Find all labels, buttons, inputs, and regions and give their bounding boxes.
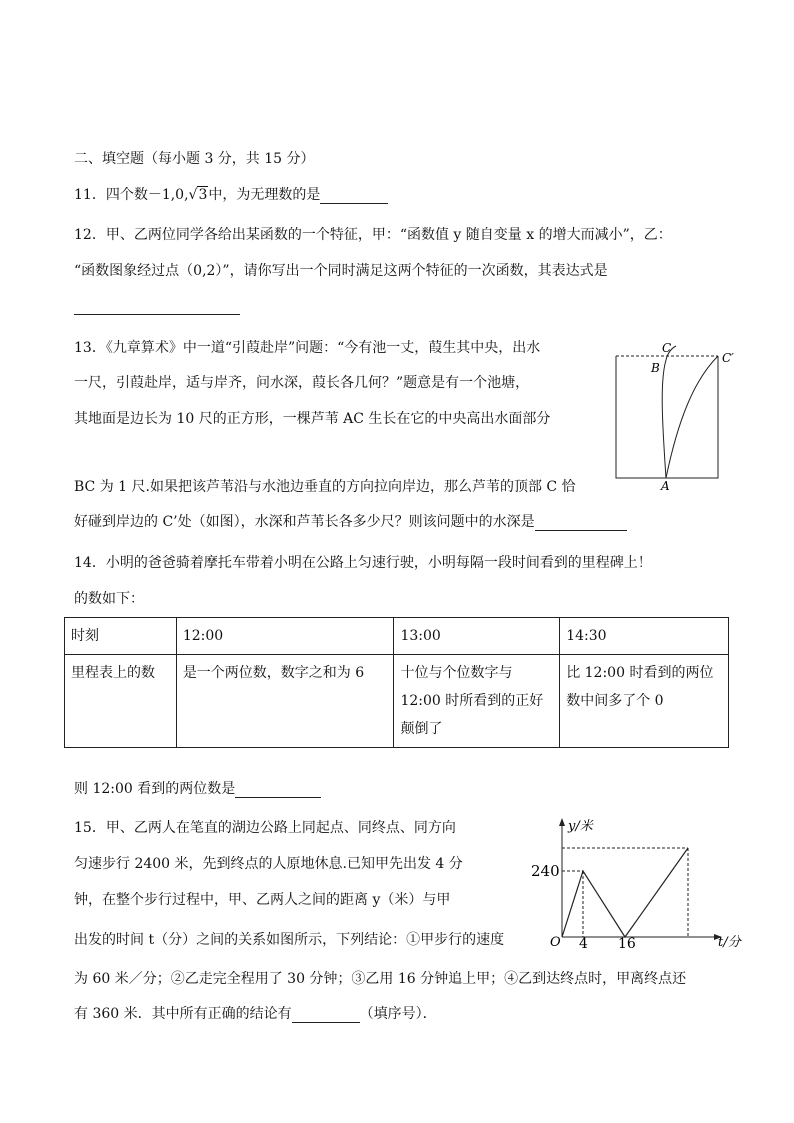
table-cell: 十位与个位数字与 12:00 时所看到的正好颠倒了	[394, 655, 560, 748]
y-axis-arrow	[559, 818, 565, 826]
q14-answer-line	[74, 778, 321, 798]
table-cell: 比 12:00 时看到的两位数中间多了个 0	[560, 655, 729, 748]
q12-line-2: “函数图象经过点（0,2）”，请你写出一个同时满足这两个特征的一次函数，其表达式是	[74, 263, 608, 279]
q11-answer-blank[interactable]	[320, 187, 388, 204]
q15-line-5: 为 60 米／分；②乙走完全程用了 30 分钟；③乙用 16 分钟追上甲；④乙到达终点时，甲离终点还	[74, 971, 687, 987]
label-c-prime: C′	[722, 351, 734, 365]
q15-line-3: 钟，在整个步行过程中，甲、乙两人之间的距离 y（米）与甲	[74, 892, 451, 908]
section-title: 二、填空题（每小题 3 分，共 15 分）	[74, 151, 315, 167]
origin-label: O	[550, 935, 561, 950]
q12-line-1: 12．甲、乙两位同学各给出某函数的一个特征，甲：“函数值 y 随自变量 x 的增大而减小”，乙：	[74, 227, 672, 243]
q14-line-2: 的数如下：	[74, 591, 144, 607]
q13-line-5	[74, 511, 627, 531]
distance-time-graph	[528, 812, 768, 952]
sqrt-expression: √3	[188, 187, 208, 203]
q14-answer-blank[interactable]	[235, 781, 321, 798]
q13-line-1: 13．《九章算术》中一道“引葭赴岸”问题：“今有池一丈，葭生其中央，出水	[74, 340, 541, 356]
reed-original	[662, 346, 676, 478]
q15-line-1: 15．甲、乙两人在笔直的湖边公路上同起点、同终点、同方向	[74, 820, 456, 836]
table-cell: 是一个两位数，数字之和为 6	[176, 655, 394, 748]
label-a: A	[661, 479, 670, 490]
q15-line-2: 匀速步行 2400 米，先到终点的人原地休息.已知甲先出发 4 分	[74, 856, 463, 872]
question-11	[74, 184, 388, 204]
q13-answer-blank[interactable]	[535, 514, 627, 531]
reed-pulled	[666, 356, 718, 478]
y-axis-label: y/米	[568, 819, 593, 834]
q15-line-6	[74, 1003, 437, 1023]
table-row	[65, 655, 729, 748]
table-header-row	[65, 618, 729, 655]
q15-line-6-text: 有 360 米．其中所有正确的结论有	[74, 1006, 292, 1022]
table-header-cell: 13:00	[394, 618, 560, 655]
table-header-cell: 12:00	[176, 618, 394, 655]
table-header-cell: 时刻	[65, 618, 177, 655]
label-b: B	[651, 361, 660, 375]
q13-line-2: 一尺，引葭赴岸，适与岸齐，问水深，葭长各几何？”题意是有一个池塘，	[74, 375, 530, 391]
y-tick-240: 240	[531, 862, 560, 880]
q15-answer-blank[interactable]	[292, 1006, 360, 1023]
table-header-cell: 14:30	[560, 618, 729, 655]
x-tick-4: 4	[579, 936, 588, 952]
q13-line-3: 其地面是边长为 10 尺的正方形，一棵芦苇 AC 生长在它的中央高出水面部分	[74, 411, 551, 427]
q13-line-5-text: 好碰到岸边的 C’处（如图），水深和芦苇长各多少尺？则该问题中的水深是	[74, 514, 535, 530]
q15-line-6-suffix: （填序号）．	[359, 1006, 437, 1022]
q11-suffix: 中，为无理数的是	[208, 187, 321, 203]
pond-walls	[616, 356, 718, 478]
sqrt-radicand: 3	[198, 187, 208, 203]
q12-answer-blank[interactable]	[74, 298, 240, 315]
x-tick-16: 16	[618, 936, 636, 952]
q15-line-4: 出发的时间 t（分）之间的关系如图所示，下列结论：①甲步行的速度	[74, 932, 505, 948]
q11-prefix: 11．四个数－1,0,	[74, 187, 189, 203]
q13-line-4: BC 为 1 尺.如果把该芦苇沿与水池边垂直的方向拉向岸边，那么芦苇的顶部 C 恰	[74, 479, 576, 495]
distance-line	[562, 848, 688, 937]
x-axis-label: t/分	[718, 935, 741, 950]
q14-answer-text: 则 12:00 看到的两位数是	[74, 781, 236, 797]
table-row-label: 里程表上的数	[65, 655, 177, 748]
pond-figure	[606, 340, 746, 490]
label-c: C	[662, 341, 672, 355]
q14-line-1: 14．小明的爸爸骑着摩托车带着小明在公路上匀速行驶，小明每隔一段时间看到的里程碑上！	[74, 555, 652, 571]
milestone-table	[64, 617, 729, 748]
